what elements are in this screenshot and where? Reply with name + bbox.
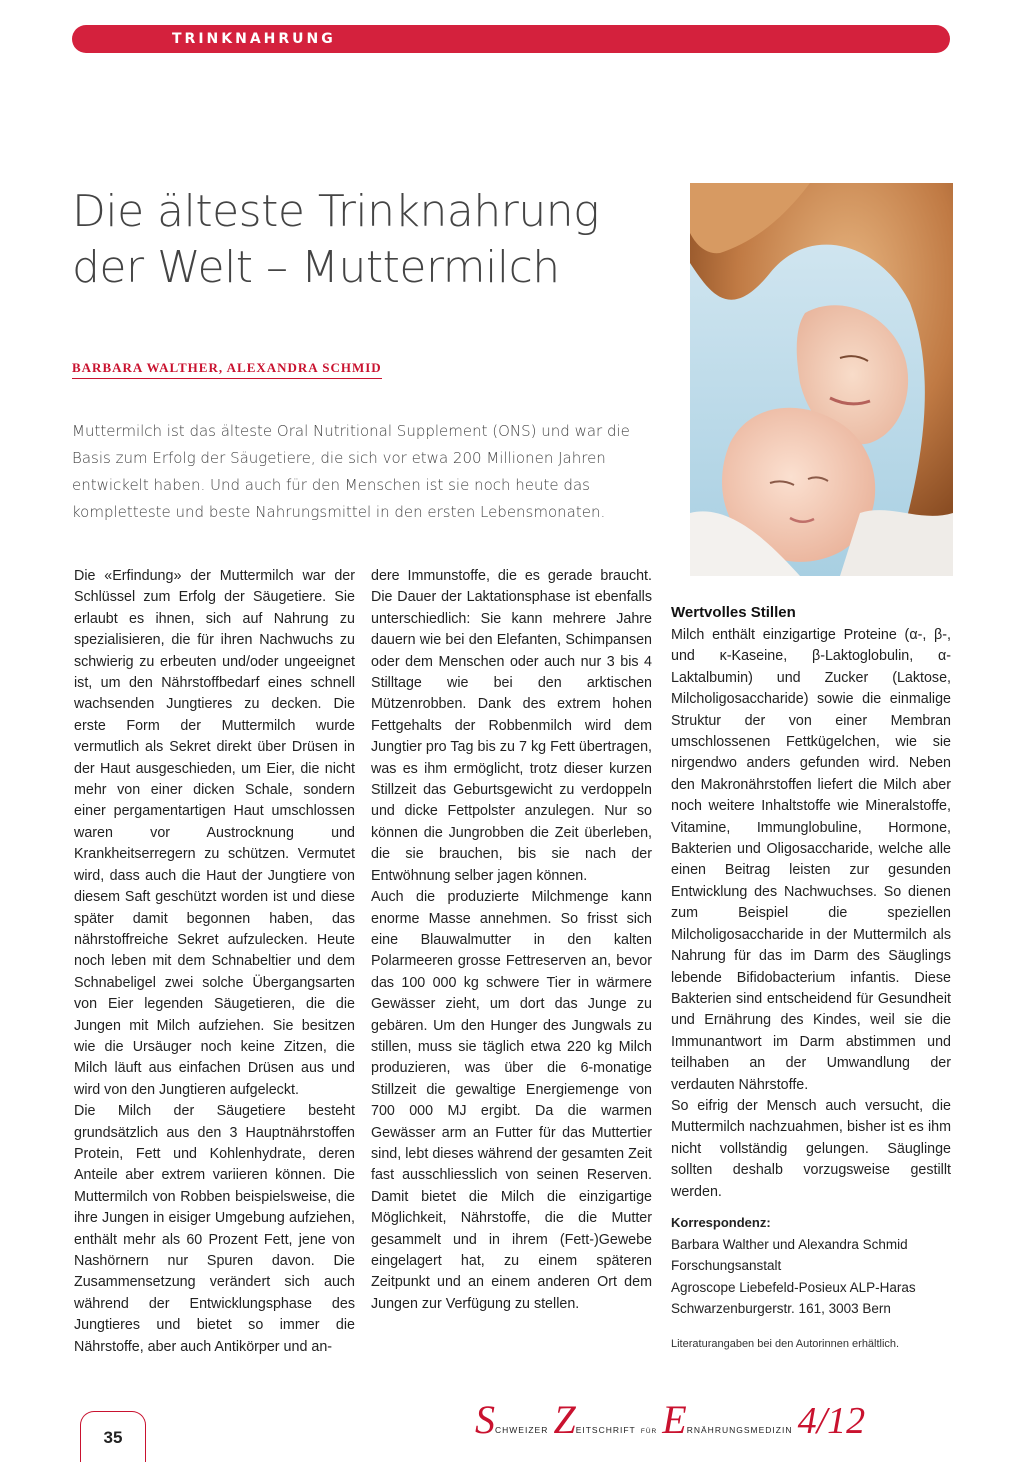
- correspondence-heading: Korrespondenz:: [671, 1215, 771, 1230]
- col3-paragraph-2: So eifrig der Mensch auch versucht, die Muttermilch nachzuahmen, bisher ist es ihm nicht vollständig gelungen. Säuglinge sollten deshalb vorzugsweise gestillt werden.: [671, 1097, 951, 1200]
- body-column-3: [671, 625, 951, 1203]
- title-line-1: Die älteste Trinknahrung: [72, 186, 599, 237]
- body-column-1: [74, 566, 355, 1358]
- journal-word-1: CHWEIZER: [495, 1425, 549, 1435]
- journal-word-3: RNÄHRUNGSMEDIZIN: [686, 1425, 793, 1435]
- journal-initial-s: S: [475, 1397, 495, 1442]
- lead-paragraph: Muttermilch ist das älteste Oral Nutritional Supplement (ONS) und war die Basis zum Erfolg der Säugetiere, die sich vor etwa 200 Millionen Jahren entwickelt haben. Und auch für den Menschen ist sie noch heute das kompletteste und beste Nahrungsmittel in den ersten Lebensmonaten.: [72, 422, 630, 521]
- correspondence-line: Forschungsanstalt: [671, 1258, 782, 1273]
- journal-word-2: EITSCHRIFT: [575, 1425, 636, 1435]
- body-column-2: [371, 566, 652, 1315]
- article-authors: BARBARA WALTHER, ALEXANDRA SCHMID: [72, 360, 382, 379]
- section-label: TRINKNAHRUNG: [172, 31, 336, 47]
- col3-paragraph-1: Milch enthält einzigartige Proteine (α-, β-, und κ-Kaseine, β-Laktoglobulin, α-Laktalbumin) und Zucker (Laktose, Milcholigosaccharide) sowie die einmalige Struktur der von einer Membran umschlossenen Fettkügelchen, wie sie nirgendwo anders gefunden wird. Neben den Makronährstoffen liefert die Milch aber noch weitere Inhaltstoffe wie Mineralstoffe, Vitamine, Immunglobuline, Hormone, Bakterien und Oligosaccharide, welche alle einen Beitrag leisten zur gesunden Entwicklung des Nachwuchses. So dienen zum Beispiel die speziellen Milcholigosaccharide in der Muttermilch als Nahrung für das im Darm des Säuglings lebende Bifidobacterium infantis. Diese Bakterien sind entscheidend für Gesundheit und Ernährung des Kindes, weil sie die Immunantwort im Darm abstimmen und teilhaben an der Umwandlung der verdauten Nährstoffe.: [671, 627, 951, 1093]
- section-heading: Wertvolles Stillen: [671, 604, 796, 621]
- title-line-2: der Welt – Muttermilch: [72, 242, 560, 293]
- journal-initial-z: Z: [553, 1397, 576, 1442]
- mother-baby-photo: [690, 183, 953, 576]
- page-number: 35: [103, 1428, 123, 1447]
- journal-logo: [475, 1396, 955, 1444]
- section-bar: [72, 25, 950, 53]
- issue-number: 4/12: [797, 1400, 866, 1442]
- photo-illustration: [690, 183, 953, 576]
- correspondence-line: Agroscope Liebefeld-Posieux ALP-Haras: [671, 1279, 916, 1295]
- article-title: [72, 184, 672, 296]
- literature-note: Literaturangaben bei den Autorinnen erhältlich.: [671, 1338, 900, 1350]
- correspondence-line: Barbara Walther und Alexandra Schmid: [671, 1236, 908, 1252]
- col1-paragraph-1: Die «Erfindung» der Muttermilch war der Schlüssel zum Erfolg der Säugetiere. Sie erlaubt es ihnen, sich auf Nahrung zu spezialisieren, die für ihren Nachwuchs zu schwierig zu erbeuten und/oder ungeeignet ist, um den Nährstoffbedarf eines schnell wachsenden Jungtieres zu decken. Die erste Form der Muttermilch wurde vermutlich als Sekret direkt über Drüsen in der Haut ausgeschieden, um Eier, die nicht mehr von einer dicken Schale, sondern einer pergamentartigen Haut umschlossen waren vor Austrocknung und Krankheitserregern zu schützen. Vermutet wird, dass auch die Haut der Jungtiere von diesem Saft geschützt worden ist und diese später damit begonnen haben, das nährstoffreiche Sekret aufzulecken. Heute noch leben mit dem Schnabeltier und dem Schnabeligel zwei solche Übergangsarten von Eier legenden Säugetieren, die die Jungen mit Milch aufziehen. Sie besitzen wie die Ursäuger noch keine Zitzen, die Milch läuft aus einfachen Drüsen aus und wird von den Jungtieren aufgeleckt.: [74, 568, 355, 1098]
- col1-paragraph-2: Die Milch der Säugetiere besteht grundsätzlich aus den 3 Hauptnährstoffen Protein, Fett und Kohlenhydrate, deren Anteile aber extrem variieren können. Die Muttermilch von Robben beispielsweise, die ihre Jungen in eisiger Umgebung aufziehen, enthält mehr als 60 Prozent Fett, jene von Nashörnern nur Spuren davon. Die Zusammensetzung verändert sich auch während der Entwicklungsphase des Jungtieres und bietet so immer die Nährstoffe, aber auch Antikörper und an-: [74, 1103, 355, 1355]
- col2-paragraph-2: Auch die produzierte Milchmenge kann enorme Masse annehmen. So frisst sich eine Blauwalmutter in den kalten Polarmeeren grosse Fettreserven an, bevor das 100 000 kg schwere Tier in wärmere Gewässer zieht, um dort das Junge zu gebären. Um den Hunger des Jungwals zu stillen, muss sie täglich etwa 220 kg Milch produzieren, was über die 6-monatige Stillzeit die gewaltige Energiemenge von 700 000 MJ ergibt. Da die warmen Gewässer arm an Futter für das Muttertier sind, lebt dieses während der gesamten Zeit fast ausschliesslich von seinen Reserven. Damit bietet die Milch die einzigartige Möglichkeit, Nährstoffe, die die Mutter gesammelt und in ihrem (Fett-)Gewebe eingelagert hat, zu einem späteren Zeitpunkt und an einem anderen Ort dem Jungen zur Verfügung zu stellen.: [371, 889, 652, 1312]
- correspondence-line: Schwarzenburgerstr. 161, 3003 Bern: [671, 1301, 891, 1316]
- col2-paragraph-1: dere Immunstoffe, die es gerade braucht. Die Dauer der Laktationsphase ist ebenfalls unterschiedlich: Sie kann mehrere Jahre dauern wie bei den Elefanten, Schimpansen oder dem Menschen oder auch nur 3 bis 4 Stilltage wie bei den arktischen Mützenrobben. Dank des extrem hohen Fettgehalts der Robbenmilch wird dem Jungtier pro Tag bis zu 7 kg Fett übertragen, was es ihm ermöglicht, trotz dieser kurzen Stillzeit das Geburtsgewicht zu verdoppeln und dicke Fettpolster anzulegen. Nur so können die Jungrobben die Zeit überleben, die sie brauchen, bis sie nach der Entwöhnung selber jagen können.: [371, 568, 652, 884]
- correspondence-block: [671, 1212, 916, 1320]
- page-number-badge: [80, 1411, 146, 1462]
- journal-initial-e: E: [662, 1397, 687, 1442]
- journal-word-fuer: FÜR: [640, 1428, 658, 1435]
